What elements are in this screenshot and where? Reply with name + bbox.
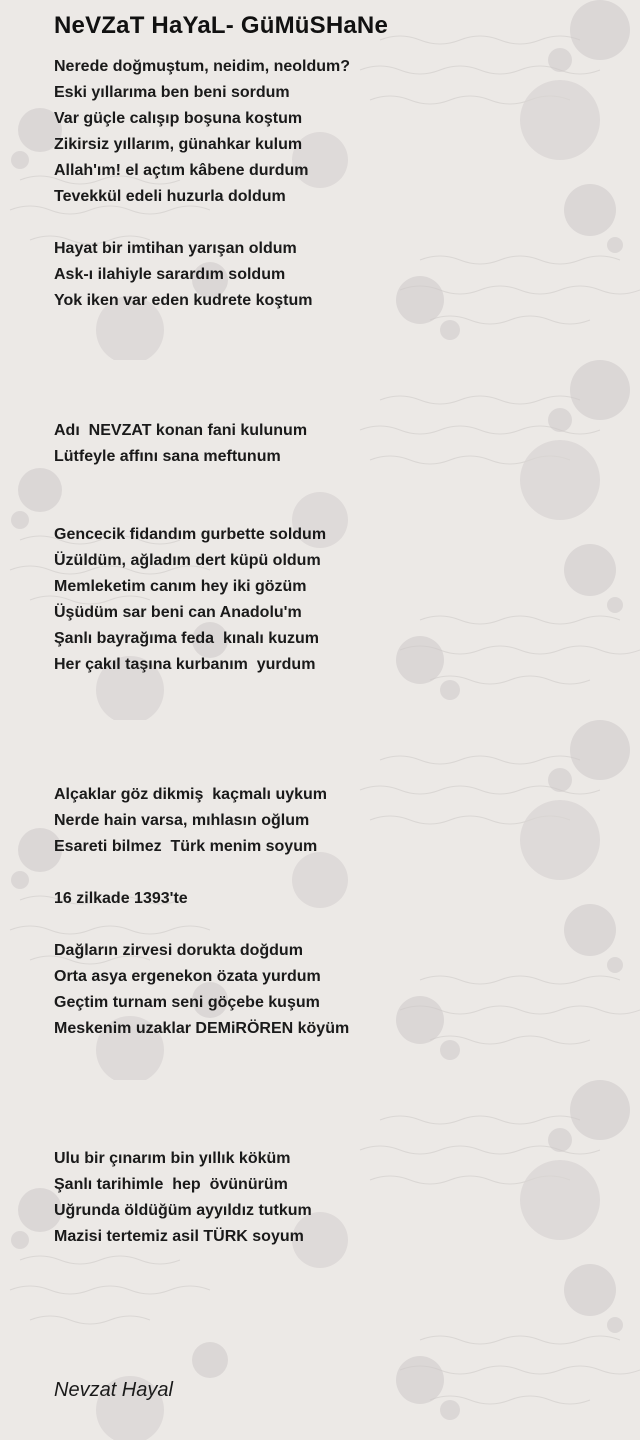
stanza-gap <box>54 678 614 704</box>
stanza-gap <box>54 860 614 886</box>
poem-line: Eski yıllarıma ben beni sordum <box>54 84 290 101</box>
poem-line: Allah'ım! el açtım kâbene durdum <box>54 162 309 179</box>
stanza-gap <box>54 1042 614 1068</box>
poem-line: Adı NEVZAT konan fani kulunum <box>54 422 308 439</box>
poem-title: NeVZaT HaYaL- GüMüSHaNe <box>54 12 389 39</box>
poem-line: Lütfeyle affını sana meftunum <box>54 448 281 465</box>
stanza-gap <box>54 912 614 938</box>
poem-line: Gencecik fidandım gurbette soldum <box>54 526 327 543</box>
stanza-gap <box>54 730 614 756</box>
poem-line: Var güçle calışıp boşuna koştum <box>54 110 303 127</box>
poem-line: Orta asya ergenekon özata yurdum <box>54 968 321 985</box>
poem-line: Üşüdüm sar beni can Anadolu'm <box>54 604 302 621</box>
stanza-gap <box>54 340 614 366</box>
poem-line: Uğrunda öldüğüm ayyıldız tutkum <box>54 1202 312 1219</box>
stanza-gap <box>54 1120 614 1146</box>
poem-line: Her çakıl taşına kurbanım yurdum <box>54 656 316 673</box>
stanza-gap <box>54 210 614 236</box>
poem-line: Zikirsiz yıllarım, günahkar kulum <box>54 136 303 153</box>
poem-line: Yok iken var eden kudrete koştum <box>54 292 313 309</box>
poem-line: Hayat bir imtihan yarışan oldum <box>54 240 297 257</box>
stanza-gap <box>54 314 614 340</box>
poem-line: Üzüldüm, ağladım dert küpü oldum <box>54 552 321 569</box>
poem-body <box>54 54 614 1250</box>
stanza-gap <box>54 1094 614 1120</box>
poem-author: Nevzat Hayal <box>54 1379 173 1401</box>
stanza-gap <box>54 756 614 782</box>
poem-line: Memleketim canım hey iki gözüm <box>54 578 307 595</box>
stanza-gap <box>54 392 614 418</box>
poem-line: Tevekkül edeli huzurla doldum <box>54 188 286 205</box>
poem-line: 16 zilkade 1393'te <box>54 890 188 907</box>
stanza-gap <box>54 1068 614 1094</box>
poem-line: Meskenim uzaklar DEMiRÖREN köyüm <box>54 1020 350 1037</box>
poem-line: Mazisi tertemiz asil TÜRK soyum <box>54 1228 304 1245</box>
poem-line: Esareti bilmez Türk menim soyum <box>54 838 318 855</box>
poem-line: Nerede doğmuştum, neidim, neoldum? <box>54 58 351 75</box>
poem-line: Ask-ı ilahiyle sarardım soldum <box>54 266 286 283</box>
poem-line: Geçtim turnam seni göçebe kuşum <box>54 994 320 1011</box>
stanza-gap <box>54 496 614 522</box>
stanza-gap <box>54 704 614 730</box>
poem-line: Dağların zirvesi dorukta doğdum <box>54 942 303 959</box>
poem-line: Şanlı bayrağıma feda kınalı kuzum <box>54 630 319 647</box>
poem-line: Ulu bir çınarım bin yıllık köküm <box>54 1150 291 1167</box>
poem-line: Şanlı tarihimle hep övünürüm <box>54 1176 288 1193</box>
poem-line: Nerde hain varsa, mıhlasın oğlum <box>54 812 310 829</box>
poem-line: Alçaklar göz dikmiş kaçmalı uykum <box>54 786 328 803</box>
stanza-gap <box>54 470 614 496</box>
stanza-gap <box>54 366 614 392</box>
